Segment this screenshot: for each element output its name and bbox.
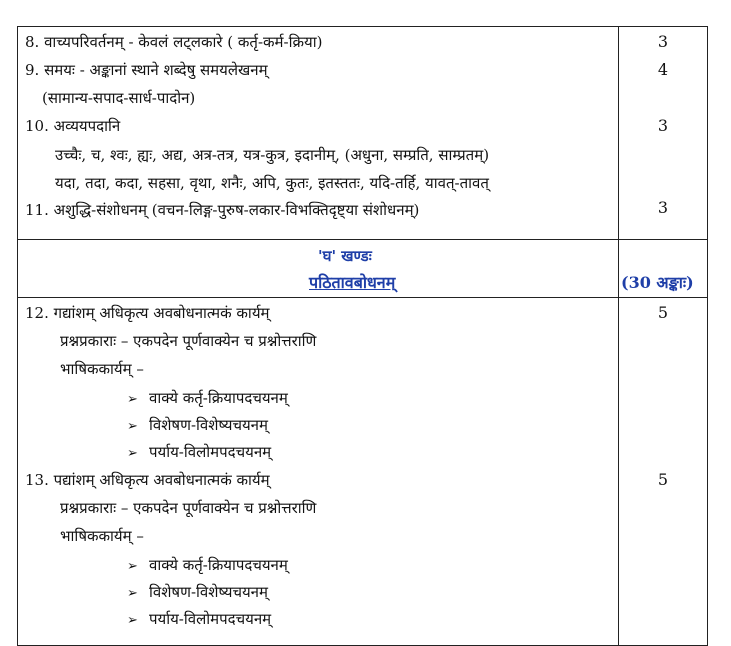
arrowhead-bullet-icon: ➢ bbox=[127, 559, 138, 574]
arrowhead-bullet-icon: ➢ bbox=[127, 446, 138, 461]
q12-types: प्रश्नप्रकाराः – एकपदेन पूर्णवाक्येन च प्रश्नोत्तराणि bbox=[60, 332, 317, 350]
q12-mark: 5 bbox=[657, 303, 669, 322]
q12-work: भाषिककार्यम् – bbox=[60, 360, 144, 378]
row-divider-2 bbox=[18, 297, 707, 298]
q13-bullet: ➢ वाक्ये कर्तृ-क्रियापदचयनम् bbox=[127, 554, 288, 578]
q12-heading: 12. गद्यांशम् अधिकृत्य अवबोधनात्मकं कार्यम् bbox=[25, 304, 270, 322]
item-11-text: 11. अशुद्धि-संशोधनम् (वचन-लिङ्ग-पुरुष-लकार-विभक्तिदृष्ट्या संशोधनम्) bbox=[25, 201, 420, 219]
item-9-subtext: (सामान्य-सपाद-सार्ध-पादोन) bbox=[42, 89, 196, 107]
item-10-mark: 3 bbox=[657, 116, 669, 135]
q13-mark: 5 bbox=[657, 470, 669, 489]
arrowhead-bullet-icon: ➢ bbox=[127, 613, 138, 628]
q12-bullet: ➢ वाक्ये कर्तृ-क्रियापदचयनम् bbox=[127, 387, 288, 411]
q12-bullet: ➢ पर्याय-विलोमपदचयनम् bbox=[127, 441, 271, 465]
item-10-list-1: उच्चैः, च, श्वः, ह्यः, अद्य, अत्र-तत्र, यत्र-कुत्र, इदानीम्, (अधुना, सम्प्रति, साम्प्रतम्) bbox=[55, 146, 490, 164]
section-marks: (30 अङ्काः) bbox=[621, 273, 694, 292]
q13-work: भाषिककार्यम् – bbox=[60, 527, 144, 545]
item-11-mark: 3 bbox=[657, 198, 669, 217]
section-title: 'घ' खण्डः bbox=[318, 247, 372, 265]
item-9-text: 9. समयः - अङ्कानां स्थाने शब्देषु समयलेखनम् bbox=[25, 61, 268, 79]
arrowhead-bullet-icon: ➢ bbox=[127, 392, 138, 407]
arrowhead-bullet-icon: ➢ bbox=[127, 586, 138, 601]
item-8-text: 8. वाच्यपरिवर्तनम् - केवलं लट्लकारे ( कर्तृ-कर्म-क्रिया) bbox=[25, 33, 323, 51]
item-9-mark: 4 bbox=[657, 60, 669, 79]
arrowhead-bullet-icon: ➢ bbox=[127, 419, 138, 434]
q13-types: प्रश्नप्रकाराः – एकपदेन पूर्णवाक्येन च प्रश्नोत्तराणि bbox=[60, 499, 317, 517]
q13-bullet: ➢ पर्याय-विलोमपदचयनम् bbox=[127, 608, 271, 632]
q13-bullet: ➢ विशेषण-विशेष्यचयनम् bbox=[127, 581, 268, 605]
q13-heading: 13. पद्यांशम् अधिकृत्य अवबोधनात्मकं कार्यम् bbox=[25, 471, 270, 489]
item-10-list-2: यदा, तदा, कदा, सहसा, वृथा, शनैः, अपि, कुतः, इतस्ततः, यदि-तर्हि, यावत्-तावत् bbox=[55, 174, 489, 192]
item-10-text: 10. अव्ययपदानि bbox=[25, 117, 121, 135]
row-divider-1 bbox=[18, 239, 707, 240]
q12-bullet: ➢ विशेषण-विशेष्यचयनम् bbox=[127, 414, 268, 438]
item-8-mark: 3 bbox=[657, 32, 669, 51]
section-subtitle: पठितावबोधनम् bbox=[309, 273, 396, 292]
